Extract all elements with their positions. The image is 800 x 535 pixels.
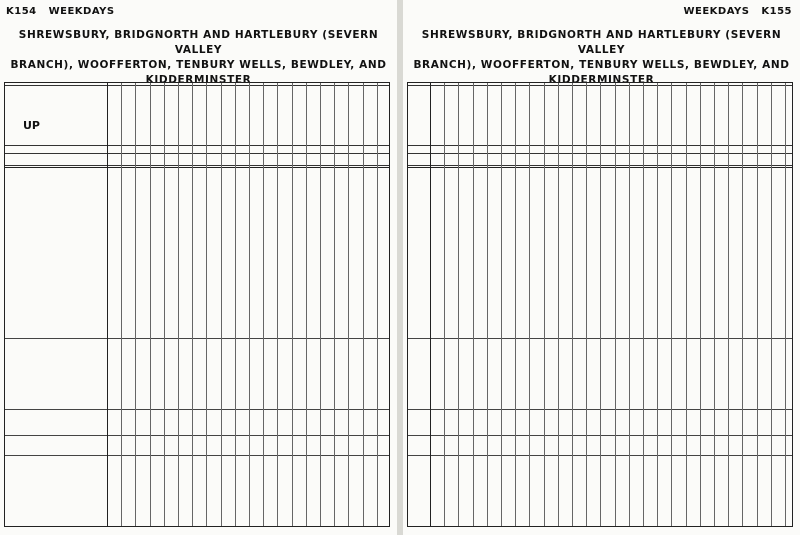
column-rule (728, 83, 729, 526)
time-column (152, 177, 163, 496)
column-rule (714, 83, 715, 526)
title-line: SHREWSBURY, BRIDGNORTH AND HARTLEBURY (SEVERN VALLEY (421, 29, 782, 56)
time-cell (223, 489, 234, 496)
time-column (109, 177, 120, 496)
time-cell (137, 489, 148, 496)
time-column (180, 177, 191, 496)
column-rule (235, 83, 236, 526)
time-column (531, 177, 542, 496)
column-rule (657, 83, 658, 526)
column-rule (686, 83, 687, 526)
header-rule (5, 85, 389, 86)
time-column (503, 177, 514, 496)
row-numbers (418, 177, 428, 496)
left-timetable (4, 82, 390, 527)
column-rule (487, 83, 488, 526)
column-rule (544, 83, 545, 526)
column-rule (771, 83, 772, 526)
column-rule (700, 83, 701, 526)
time-cell (180, 489, 191, 496)
time-cell (489, 489, 500, 496)
column-rule (320, 83, 321, 526)
time-column (574, 177, 585, 496)
column-rule (192, 83, 193, 526)
column-rule (263, 83, 264, 526)
column-rule (334, 83, 335, 526)
time-cell (460, 489, 471, 496)
left-page (0, 0, 397, 535)
column-rule (586, 83, 587, 526)
right-page-header (683, 6, 792, 17)
time-cell (208, 489, 219, 496)
column-rule (444, 83, 445, 526)
time-column (460, 177, 471, 496)
time-cell (574, 489, 585, 496)
column-rule (458, 83, 459, 526)
column-rule (150, 83, 151, 526)
column-rule (529, 83, 530, 526)
time-column (166, 177, 177, 496)
column-rule (600, 83, 601, 526)
direction-label: UP (23, 119, 40, 132)
time-column (223, 177, 234, 496)
column-rule (121, 83, 122, 526)
time-column (194, 177, 205, 496)
time-cell (194, 489, 205, 496)
title-line: KIDDERMINSTER (548, 74, 655, 86)
column-rule (572, 83, 573, 526)
time-cell (517, 489, 528, 496)
column-rule (742, 83, 743, 526)
column-rule (473, 83, 474, 526)
time-cell (123, 489, 134, 496)
column-rule (643, 83, 644, 526)
time-column (137, 177, 148, 496)
column-rule (135, 83, 136, 526)
time-cell (546, 489, 557, 496)
title-line: BRANCH), WOOFFERTON, TENBURY WELLS, BEWDLEY, AND (413, 59, 790, 71)
right-page-heading: WEEKDAYS (683, 6, 750, 17)
row-number (95, 489, 105, 496)
column-rule (430, 83, 431, 526)
left-page-heading: WEEKDAYS (48, 6, 115, 17)
time-cell (166, 489, 177, 496)
time-cell (109, 489, 120, 496)
column-rule (206, 83, 207, 526)
row-numbers (95, 177, 105, 496)
column-rule (785, 83, 786, 526)
header-rule (5, 145, 389, 146)
column-rule (377, 83, 378, 526)
header-rule (5, 165, 389, 166)
right-page-code: K155 (761, 6, 792, 17)
column-rule (221, 83, 222, 526)
time-cell (152, 489, 163, 496)
column-rule (164, 83, 165, 526)
time-column (475, 177, 486, 496)
time-cell (432, 489, 443, 496)
time-cell (560, 489, 571, 496)
row-number (418, 489, 428, 496)
right-timetable (407, 82, 793, 527)
column-rule (363, 83, 364, 526)
left-page-header (6, 6, 115, 17)
time-column (517, 177, 528, 496)
header-rule (5, 153, 389, 154)
column-rule (515, 83, 516, 526)
time-cell (475, 489, 486, 496)
time-cell (531, 489, 542, 496)
column-rule (348, 83, 349, 526)
time-cell (503, 489, 514, 496)
column-rule (107, 83, 108, 526)
time-cell (446, 489, 457, 496)
column-rule (615, 83, 616, 526)
column-rule (249, 83, 250, 526)
title-line: KIDDERMINSTER (145, 74, 252, 86)
title-line: SHREWSBURY, BRIDGNORTH AND HARTLEBURY (SEVERN VALLEY (18, 29, 379, 56)
time-column (546, 177, 557, 496)
time-column (123, 177, 134, 496)
right-page (403, 0, 800, 535)
column-rule (178, 83, 179, 526)
title-line: BRANCH), WOOFFERTON, TENBURY WELLS, BEWDLEY, AND (10, 59, 387, 71)
time-column (208, 177, 219, 496)
column-rule (292, 83, 293, 526)
column-rule (277, 83, 278, 526)
column-rule (306, 83, 307, 526)
time-column (446, 177, 457, 496)
column-rule (558, 83, 559, 526)
column-rule (629, 83, 630, 526)
left-page-code: K154 (6, 6, 37, 17)
column-rule (501, 83, 502, 526)
time-column (489, 177, 500, 496)
column-rule (671, 83, 672, 526)
time-column (560, 177, 571, 496)
left-page-title (6, 28, 391, 88)
time-column (432, 177, 443, 496)
column-rule (757, 83, 758, 526)
right-page-title (409, 28, 794, 88)
body-rule (5, 167, 389, 168)
